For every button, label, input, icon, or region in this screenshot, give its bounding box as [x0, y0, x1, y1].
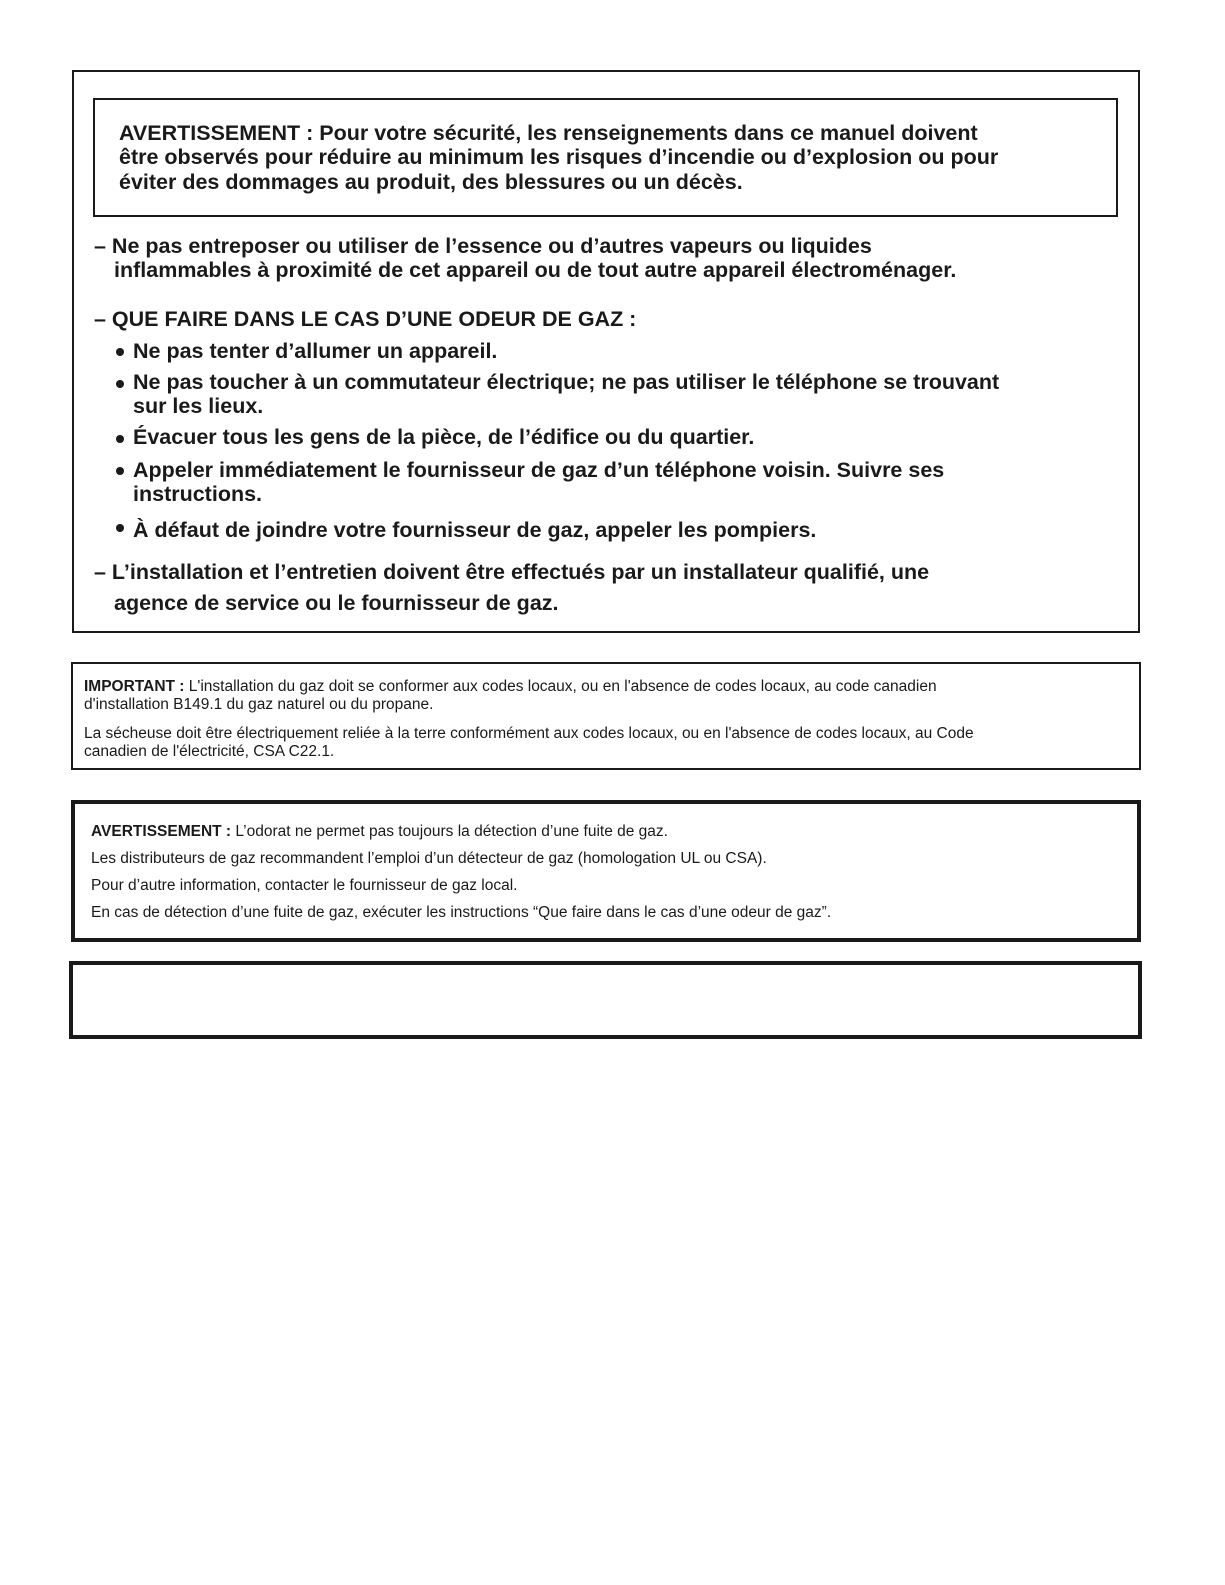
warning-header-line-2: être observés pour réduire au minimum les risques d’incendie ou d’explosion ou pour	[119, 145, 999, 169]
odor-warning-line-3: Pour d’autre information, contacter le fournisseur de gaz local.	[91, 877, 518, 894]
odor-warning-line-4: En cas de détection d’une fuite de gaz, exécuter les instructions “Que faire dans le cas d’une odeur de gaz”.	[91, 904, 832, 921]
warning-header-line-3: éviter des dommages au produit, des blessures ou un décès.	[119, 170, 743, 194]
odor-warning-label: AVERTISSEMENT :	[91, 823, 232, 840]
odor-warning-text: L’odorat ne permet pas toujours la détection d’une fuite de gaz.	[231, 823, 668, 840]
important-label: IMPORTANT :	[84, 678, 185, 695]
gas-odor-bullet-1: Ne pas tenter d’allumer un appareil.	[133, 339, 498, 363]
important-paragraph-1-line-2: d'installation B149.1 du gaz naturel ou du propane.	[84, 696, 434, 713]
gas-odor-bullet-4-line-1: Appeler immédiatement le fournisseur de gaz d’un téléphone voisin. Suivre ses	[133, 458, 945, 482]
bullet-icon	[116, 467, 124, 475]
bullet-icon	[116, 435, 124, 443]
warning-item-installation-line-2: agence de service ou le fournisseur de gaz.	[114, 591, 559, 615]
gas-odor-bullet-3: Évacuer tous les gens de la pièce, de l’édifice ou du quartier.	[133, 425, 755, 449]
warning-item-installation-line-1: – L’installation et l’entretien doivent être effectués par un installateur qualifié, une	[94, 560, 930, 584]
odor-warning-line-1	[91, 823, 668, 841]
gas-odor-bullet-5: À défaut de joindre votre fournisseur de gaz, appeler les pompiers.	[133, 518, 817, 542]
important-text: L'installation du gaz doit se conformer aux codes locaux, ou en l'absence de codes locaux, au code canadien	[184, 678, 937, 695]
important-paragraph-2-line-1: La sécheuse doit être électriquement reliée à la terre conformément aux codes locaux, ou en l'absence de codes locaux, au Code	[84, 725, 974, 742]
bullet-icon	[116, 380, 124, 388]
important-paragraph-1-line-1	[84, 678, 937, 696]
bullet-icon	[116, 348, 124, 356]
gas-odor-bullet-2-line-2: sur les lieux.	[133, 394, 264, 418]
warning-header-line-1: AVERTISSEMENT : Pour votre sécurité, les renseignements dans ce manuel doivent	[119, 121, 978, 145]
important-paragraph-2-line-2: canadien de l'électricité, CSA C22.1.	[84, 743, 335, 760]
gas-odor-bullet-2-line-1: Ne pas toucher à un commutateur électrique; ne pas utiliser le téléphone se trouvant	[133, 370, 1000, 394]
empty-box	[69, 961, 1142, 1039]
warning-item-flammables-line-1: – Ne pas entreposer ou utiliser de l’essence ou d’autres vapeurs ou liquides	[94, 234, 872, 258]
warning-item-flammables-line-2: inflammables à proximité de cet appareil ou de tout autre appareil électroménager.	[114, 258, 957, 282]
bullet-icon	[116, 524, 124, 532]
odor-warning-line-2: Les distributeurs de gaz recommandent l’emploi d’un détecteur de gaz (homologation UL ou CSA).	[91, 850, 767, 867]
gas-odor-bullet-4-line-2: instructions.	[133, 482, 263, 506]
gas-odor-heading: – QUE FAIRE DANS LE CAS D’UNE ODEUR DE GAZ :	[94, 307, 637, 331]
